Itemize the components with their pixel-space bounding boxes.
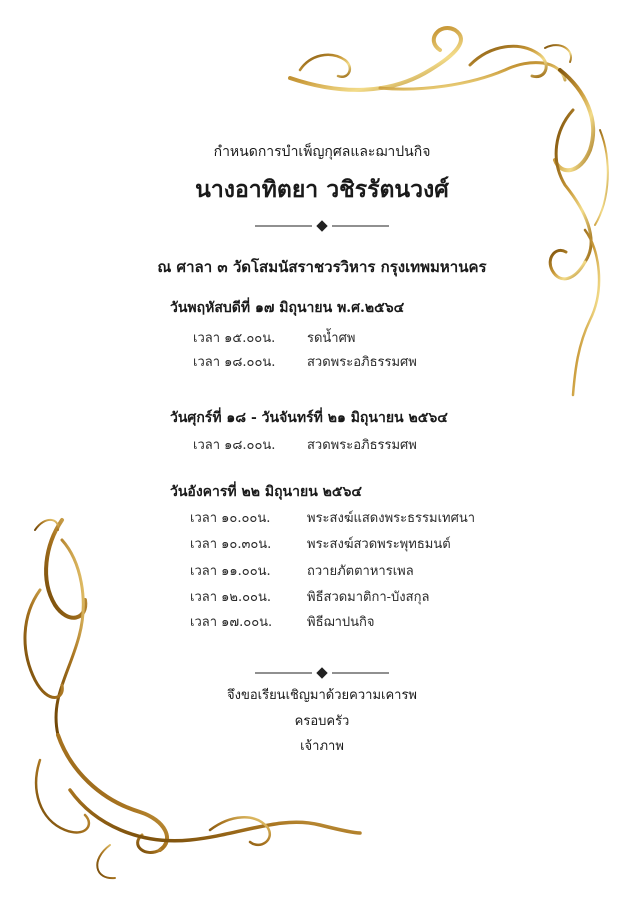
schedule-time: เวลา ๑๒.๐๐น. xyxy=(190,590,271,605)
schedule-activity: สวดพระอภิธรรมศพ xyxy=(307,355,417,370)
divider-top xyxy=(255,221,389,231)
family-text: ครอบครัว xyxy=(294,714,350,729)
deceased-name: นางอาทิตยา วชิรรัตนวงศ์ xyxy=(195,176,449,203)
divider-bottom xyxy=(255,668,389,678)
schedule-time: เวลา ๑๘.๐๐น. xyxy=(193,355,276,370)
ceremony-subtitle: กำหนดการบำเพ็ญกุศลและฌาปนกิจ xyxy=(213,144,431,160)
day-heading-1: วันพฤหัสบดีที่ ๑๗ มิถุนายน พ.ศ.๒๕๖๔ xyxy=(170,300,405,316)
schedule-time: เวลา ๑๕.๐๐น. xyxy=(193,331,276,346)
schedule-activity: พิธีฌาปนกิจ xyxy=(307,615,375,630)
schedule-activity: ถวายภัตตาหารเพล xyxy=(307,564,414,579)
schedule-activity: พระสงฆ์สวดพระพุทธมนต์ xyxy=(307,537,451,552)
schedule-activity: พิธีสวดมาติกา-บังสกุล xyxy=(307,590,430,605)
schedule-activity: พระสงฆ์แสดงพระธรรมเทศนา xyxy=(307,511,476,526)
day-heading-3: วันอังคารที่ ๒๒ มิถุนายน ๒๕๖๔ xyxy=(170,484,362,500)
host-text: เจ้าภาพ xyxy=(300,739,344,754)
schedule-time: เวลา ๑๘.๐๐น. xyxy=(193,438,276,453)
schedule-activity: รดน้ำศพ xyxy=(307,331,356,346)
schedule-activity: สวดพระอภิธรรมศพ xyxy=(307,438,417,453)
schedule-time: เวลา ๑๑.๐๐น. xyxy=(190,564,271,579)
invitation-text: จึงขอเรียนเชิญมาด้วยความเคารพ xyxy=(226,688,418,703)
venue-text: ณ ศาลา ๓ วัดโสมนัสราชวรวิหาร กรุงเทพมหานคร xyxy=(157,258,487,276)
schedule-time: เวลา ๑๗.๐๐น. xyxy=(190,615,273,630)
schedule-time: เวลา ๑๐.๓๐น. xyxy=(190,537,272,552)
day-heading-2: วันศุกร์ที่ ๑๘ - วันจันทร์ที่ ๒๑ มิถุนายน ๒๕๖๔ xyxy=(170,410,448,426)
schedule-time: เวลา ๑๐.๐๐น. xyxy=(190,511,271,526)
